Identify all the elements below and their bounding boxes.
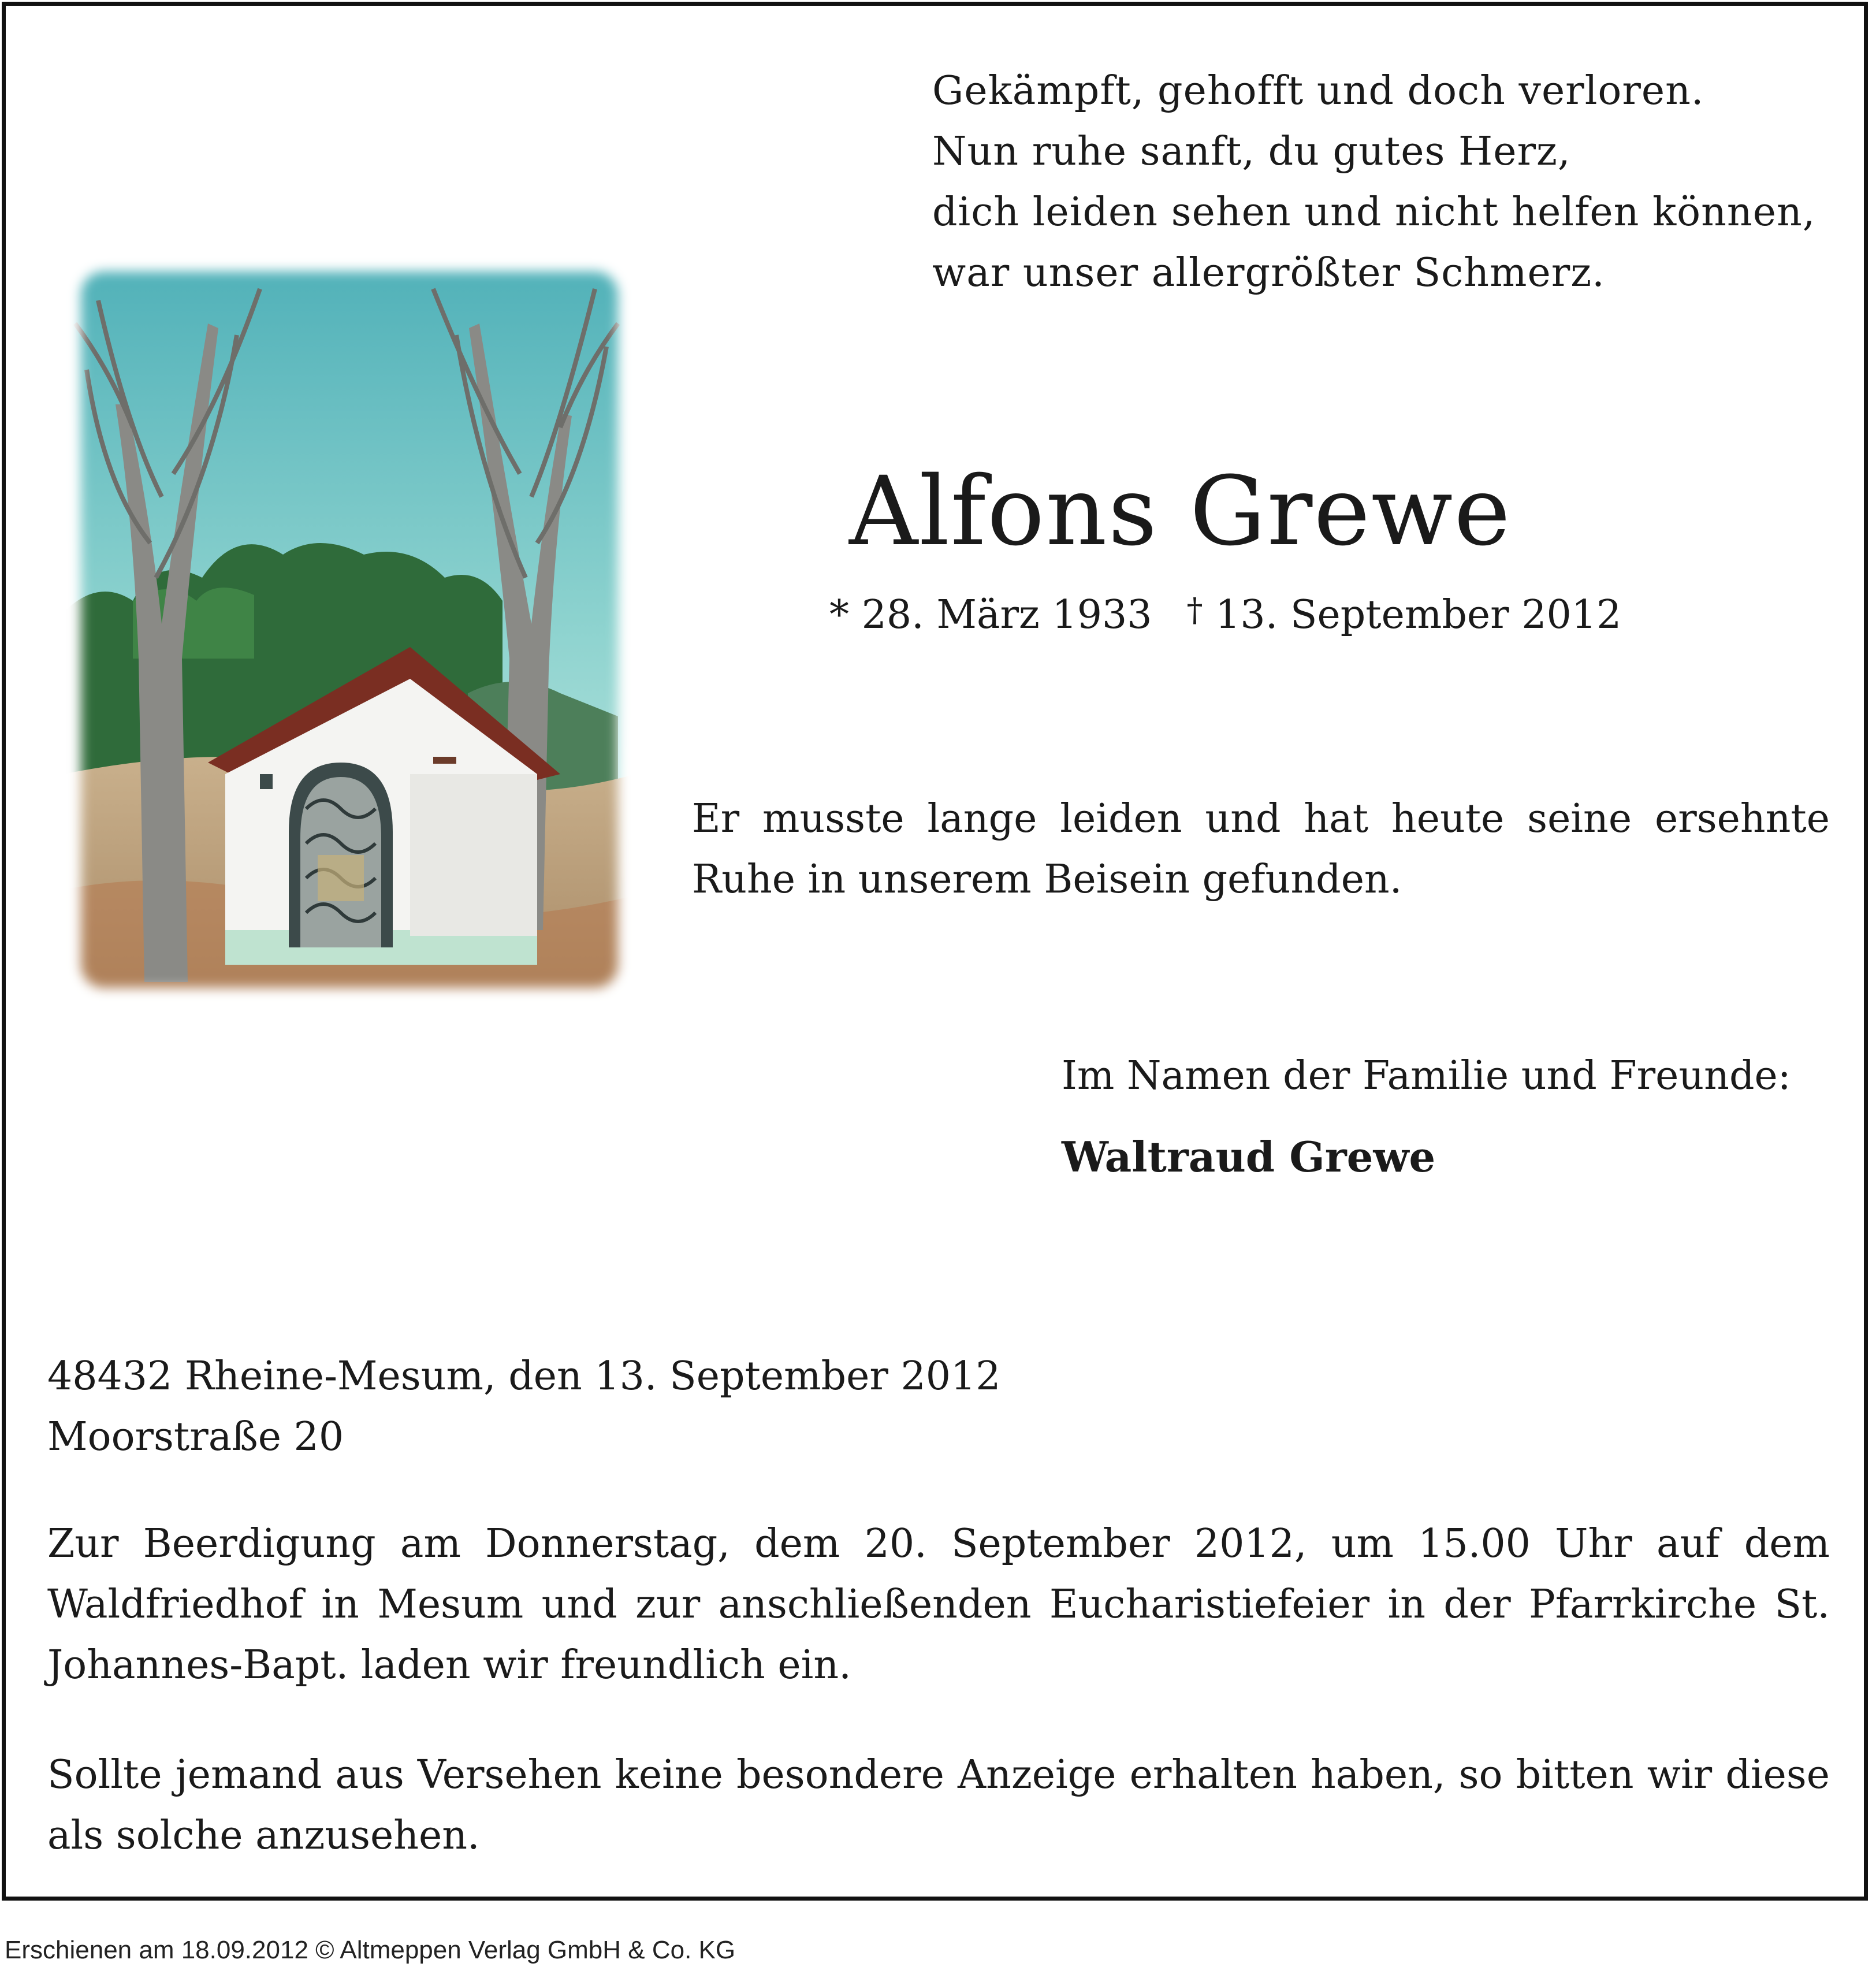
publication-footer: Erschienen am 18.09.2012 © Altmeppen Verlag GmbH & Co. KG <box>5 1936 736 1964</box>
poem-line: war unser allergrößter Schmerz. <box>932 250 1605 296</box>
address-line: Moorstraße 20 <box>47 1414 344 1460</box>
funeral-announcement: Zur Beerdigung am Donnerstag, dem 20. September 2012, um 15.00 Uhr auf dem Waldfriedhof in Mesum und zur anschließenden Eucharistiefeier in der Pfarrkirche St. Johannes-Bapt. laden wir freundlich ein. <box>47 1521 1830 1688</box>
birth-date: * 28. März 1933 <box>829 592 1152 638</box>
life-dates <box>829 585 1621 641</box>
notice-text: Sollte jemand aus Versehen keine besondere Anzeige erhalten haben, so bitten wir diese als solche anzusehen. <box>47 1752 1830 1858</box>
address-block <box>47 1346 1001 1467</box>
quote-text: Er musste lange leiden und hat heute seine ersehnte Ruhe in unserem Beisein gefunden. <box>692 796 1830 902</box>
dagger-symbol: † <box>1186 592 1203 629</box>
poem-line: dich leiden sehen und nicht helfen können, <box>932 189 1816 235</box>
deceased-name: Alfons Grewe <box>849 456 1512 567</box>
family-intro: Im Namen der Familie und Freunde: <box>1062 1053 1791 1099</box>
address-line: 48432 Rheine-Mesum, den 13. September 2012 <box>47 1354 1001 1399</box>
poem-line: Nun ruhe sanft, du gutes Herz, <box>932 129 1571 174</box>
death-date: 13. September 2012 <box>1215 592 1622 638</box>
poem-line: Gekämpft, gehofft und doch verloren. <box>932 68 1704 114</box>
chapel-painting <box>64 254 635 1005</box>
poem <box>932 61 1815 303</box>
family-signature: Waltraud Grewe <box>1062 1132 1436 1181</box>
